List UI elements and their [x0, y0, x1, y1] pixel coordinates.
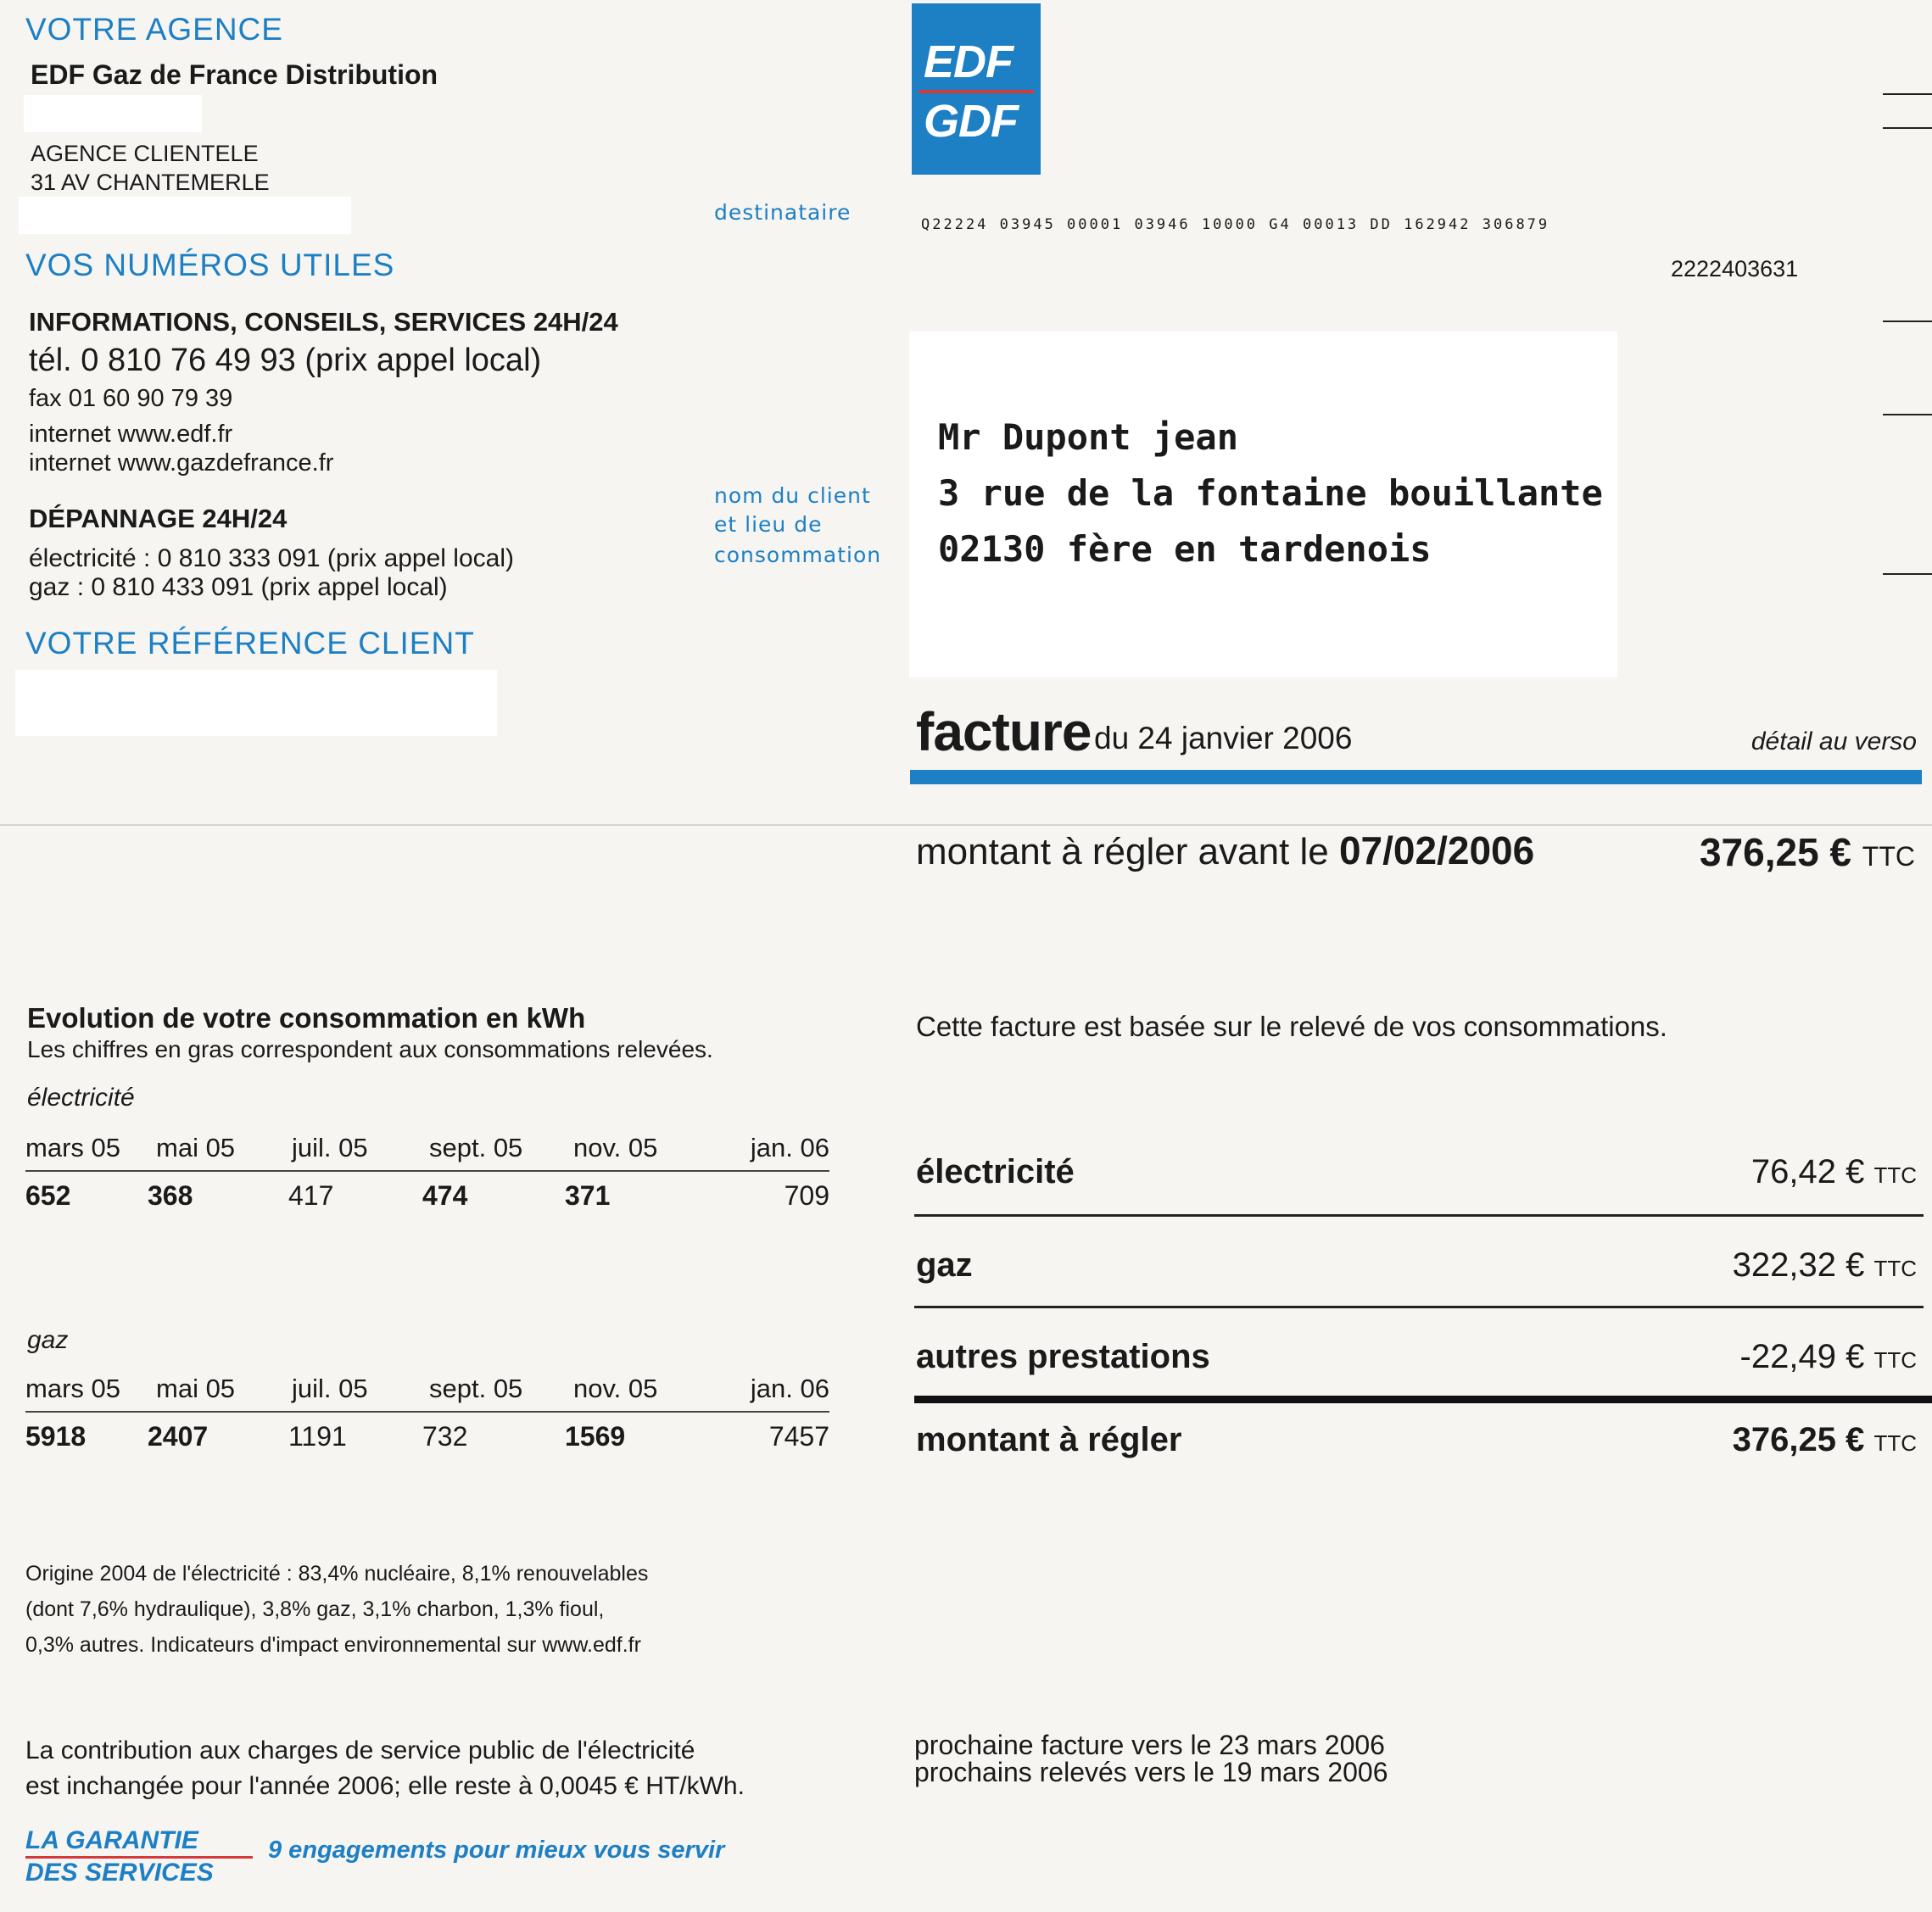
- consumption-value: 2407: [148, 1421, 209, 1452]
- repair-title: DÉPANNAGE 24H/24: [29, 504, 288, 533]
- document-number: 2222403631: [1671, 256, 1799, 282]
- due-text: [916, 828, 1534, 873]
- contribution-line-1: La contribution aux charges de service public de l'électricité: [25, 1736, 695, 1764]
- agency-address-line2: 31 AV CHANTEMERLE: [31, 170, 270, 195]
- guarantee-line-2: DES SERVICES: [25, 1859, 214, 1887]
- consumption-value: 371: [565, 1180, 611, 1211]
- client-reference-heading: VOTRE RÉFÉRENCE CLIENT: [25, 626, 475, 661]
- consumption-value: 417: [288, 1180, 334, 1211]
- due-amount: 376,25 €: [1699, 830, 1852, 874]
- month-header: nov. 05: [573, 1374, 658, 1403]
- consumption-value: 368: [148, 1180, 193, 1211]
- agency-heading: VOTRE AGENCE: [25, 12, 283, 47]
- summary-amount: 322,32 € TTC: [1732, 1246, 1917, 1284]
- month-header: sept. 05: [429, 1133, 523, 1162]
- contribution-line-2: est inchangée pour l'année 2006; elle reste à 0,0045 € HT/kWh.: [25, 1772, 745, 1800]
- table-header-row: [25, 1133, 829, 1167]
- month-header: mars 05: [25, 1374, 120, 1403]
- next-reading: prochains relevés vers le 19 mars 2006: [914, 1757, 1388, 1787]
- summary-divider: [914, 1214, 1924, 1217]
- guarantee-slogan: 9 engagements pour mieux vous servir: [268, 1837, 725, 1864]
- electricity-consumption-table: [25, 1133, 829, 1218]
- consumption-value: 1569: [565, 1421, 626, 1452]
- gas-consumption-table: [25, 1374, 829, 1458]
- month-header: mai 05: [156, 1374, 236, 1403]
- month-header: mai 05: [156, 1133, 236, 1162]
- due-amount-block: [1700, 829, 1915, 875]
- month-header: sept. 05: [429, 1374, 523, 1403]
- invoice-date: du 24 janvier 2006: [1094, 721, 1353, 755]
- recipient-address-box: [909, 332, 1617, 677]
- invoice-blue-bar: [910, 770, 1922, 784]
- summary-row-other: [916, 1338, 1917, 1389]
- month-header: juil. 05: [292, 1133, 368, 1162]
- due-date: 07/02/2006: [1338, 828, 1535, 872]
- summary-divider: [914, 1306, 1924, 1308]
- margin-tick: [1883, 414, 1932, 415]
- consumption-value: 709: [784, 1180, 829, 1211]
- origin-line-1: Origine 2004 de l'électricité : 83,4% nucléaire, 8,1% renouvelables: [25, 1562, 649, 1586]
- phone-number: tél. 0 810 76 49 93 (prix appel local): [29, 343, 542, 378]
- due-label: montant à régler avant le: [916, 831, 1329, 872]
- barcode-reference: Q22224 03945 00001 03946 10000 G4 00013 DD 162942 306879: [921, 216, 1550, 233]
- label-destinataire: destinataire: [714, 200, 852, 225]
- month-header: mars 05: [25, 1133, 120, 1162]
- summary-label: montant à régler: [916, 1421, 1182, 1458]
- recipient-name: Mr Dupont jean: [938, 416, 1239, 458]
- summary-amount: 376,25 € TTC: [1732, 1421, 1917, 1458]
- consumption-value: 5918: [25, 1421, 87, 1452]
- summary-row-total: [916, 1421, 1917, 1472]
- summary-label: autres prestations: [916, 1338, 1210, 1375]
- invoice-title: facture: [916, 701, 1092, 762]
- electricity-label: électricité: [27, 1084, 135, 1112]
- redacted-client-reference: [15, 670, 497, 736]
- margin-tick: [1883, 573, 1932, 575]
- margin-tick: [1883, 321, 1932, 322]
- logo-red-rule: [919, 90, 1034, 93]
- logo-gdf-text: GDF: [924, 96, 1018, 147]
- table-header-row: [25, 1374, 829, 1408]
- gas-label: gaz: [27, 1326, 69, 1354]
- margin-tick: [1883, 93, 1932, 95]
- evolution-title: Evolution de votre consommation en kWh: [27, 1002, 586, 1034]
- label-client-1: nom du client: [714, 483, 871, 508]
- agency-name: EDF Gaz de France Distribution: [31, 59, 438, 90]
- guarantee-line-1: LA GARANTIE: [25, 1826, 198, 1854]
- edf-gdf-logo: [912, 3, 1041, 175]
- month-header: nov. 05: [573, 1133, 658, 1162]
- detail-overleaf: détail au verso: [1751, 727, 1917, 755]
- redacted-block: [19, 197, 351, 234]
- fold-line: [0, 824, 1932, 826]
- website-edf[interactable]: internet www.edf.fr: [29, 421, 233, 448]
- recipient-city: 02130 fère en tardenois: [938, 528, 1432, 570]
- summary-label: électricité: [916, 1153, 1075, 1190]
- summary-amount: 76,42 € TTC: [1751, 1153, 1917, 1190]
- origin-line-2: (dont 7,6% hydraulique), 3,8% gaz, 3,1% charbon, 1,3% fioul,: [25, 1597, 605, 1621]
- consumption-value: 652: [25, 1180, 71, 1211]
- table-value-row: [25, 1421, 829, 1455]
- recipient-street: 3 rue de la fontaine bouillante: [938, 472, 1603, 514]
- next-invoice: prochaine facture vers le 23 mars 2006: [914, 1730, 1385, 1760]
- logo-edf-text: EDF: [924, 36, 1013, 87]
- table-divider: [25, 1170, 829, 1172]
- invoice-basis: Cette facture est basée sur le relevé de vos consommations.: [916, 1011, 1667, 1042]
- consumption-value: 7457: [768, 1421, 829, 1452]
- info-title: INFORMATIONS, CONSEILS, SERVICES 24H/24: [29, 307, 618, 337]
- useful-numbers-heading: VOS NUMÉROS UTILES: [25, 248, 395, 282]
- month-header: jan. 06: [750, 1374, 829, 1403]
- fax-number: fax 01 60 90 79 39: [29, 385, 233, 412]
- due-ttc: TTC: [1862, 841, 1915, 872]
- website-gdf[interactable]: internet www.gazdefrance.fr: [29, 449, 334, 477]
- summary-row-gas: [916, 1246, 1917, 1297]
- origin-line-3: 0,3% autres. Indicateurs d'impact environnemental sur www.edf.fr: [25, 1633, 641, 1657]
- margin-tick: [1883, 127, 1932, 129]
- summary-total-divider: [914, 1396, 1932, 1403]
- consumption-value: 474: [422, 1180, 468, 1211]
- consumption-value: 1191: [288, 1421, 347, 1452]
- summary-amount: -22,49 € TTC: [1739, 1338, 1917, 1375]
- table-value-row: [25, 1180, 829, 1214]
- repair-gas: gaz : 0 810 433 091 (prix appel local): [29, 573, 448, 601]
- summary-label: gaz: [916, 1246, 973, 1284]
- agency-address-line1: AGENCE CLIENTELE: [31, 141, 259, 166]
- table-divider: [25, 1411, 829, 1413]
- repair-electricity: électricité : 0 810 333 091 (prix appel local): [29, 544, 514, 572]
- label-client-2: et lieu de: [714, 512, 823, 537]
- month-header: jan. 06: [750, 1133, 829, 1162]
- label-client-3: consommation: [714, 543, 882, 567]
- month-header: juil. 05: [292, 1374, 368, 1403]
- evolution-subtitle: Les chiffres en gras correspondent aux consommations relevées.: [27, 1036, 713, 1062]
- summary-row-electricity: [916, 1153, 1917, 1204]
- redacted-block: [24, 95, 202, 132]
- consumption-value: 732: [422, 1421, 468, 1452]
